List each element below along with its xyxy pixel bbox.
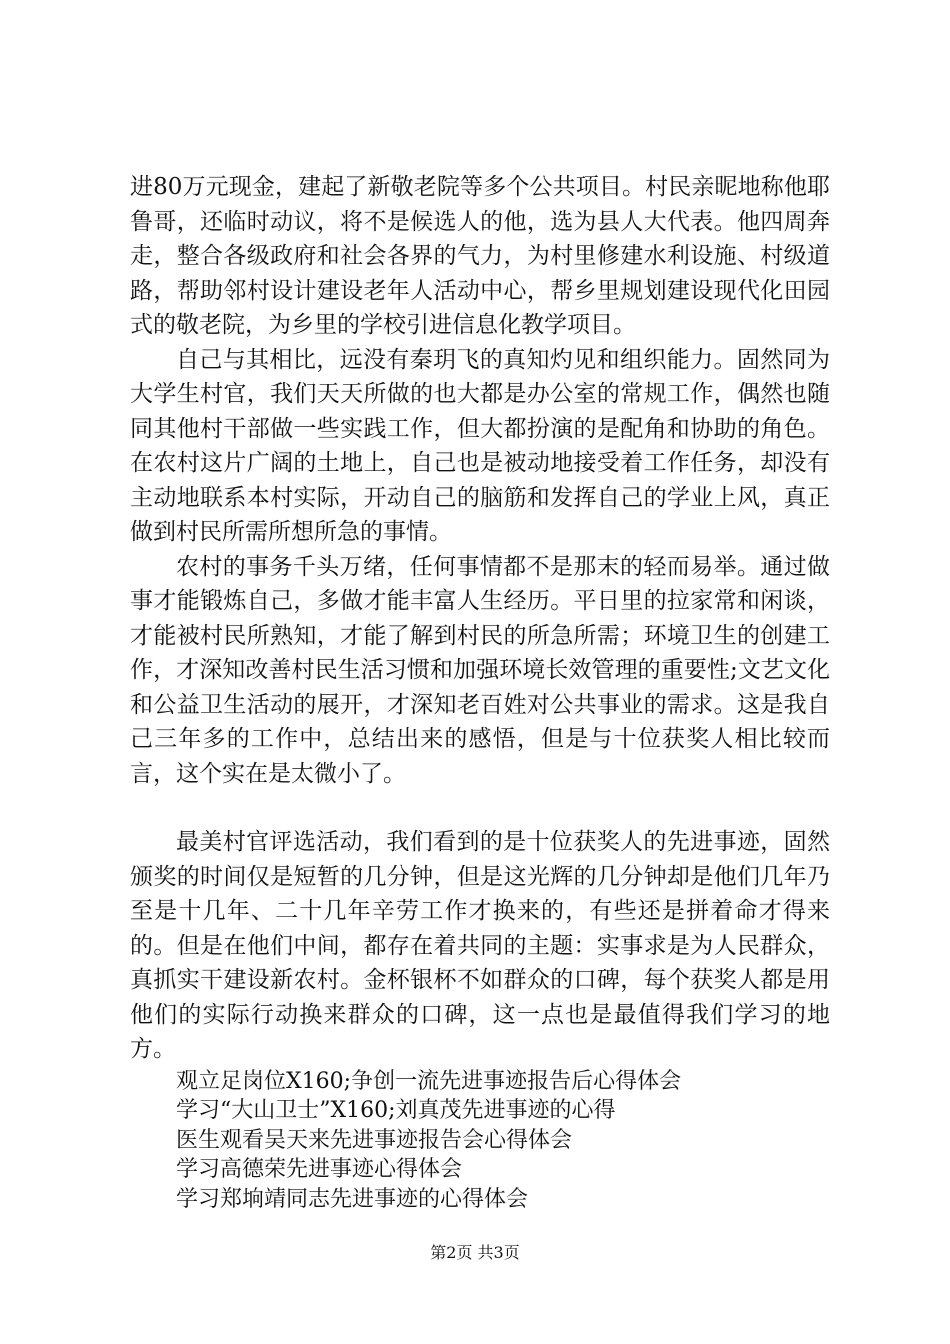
- related-article-link[interactable]: 学习“大山卫士”X160;刘真茂先进事迹的心得: [176, 1098, 616, 1123]
- paragraph-4: 最美村官评选活动，我们看到的是十位获奖人的先进事迹，固然颁奖的时间仅是短暂的几分钟，但是这光辉的几分钟却是他们几年乃至是十几年、二十几年辛劳工作才换来的，有些还是拼着命才得来的。但是在他们中间，都存在着共同的主题：实事求是为人民群众，真抓实干建设新农村。金杯银杯不如群众的口碑，每个获奖人都是用他们的实际行动换来群众的口碑，这一点也是最值得我们学习的地方。: [130, 829, 830, 1062]
- page-number-footer: 第2页 共3页: [430, 1243, 520, 1262]
- related-article-link[interactable]: 观立足岗位X160;争创一流先进事迹报告后心得体会: [176, 1068, 682, 1094]
- related-article-link[interactable]: 学习高德荣先进事迹心得体会: [176, 1157, 463, 1182]
- document-body: [130, 170, 830, 1214]
- paragraph-3: 农村的事务千头万绪，任何事情都不是那末的轻而易举。通过做事才能锻炼自己，多做才能丰富人生经历。平日里的拉家常和闲谈，才能被村民所熟知，才能了解到村民的所急所需；环境卫生的创建工作，才深知改善村民生活习惯和加强环境长效管理的重要性;文艺文化和公益卫生活动的展开，才深知老百姓对公共事业的需求。这是我自己三年多的工作中，总结出来的感悟，但是与十位获奖人相比较而言，这个实在是太微小了。: [130, 553, 830, 787]
- paragraph-spacer: [130, 791, 830, 825]
- related-articles-list: [130, 1067, 830, 1215]
- paragraph-2: 自己与其相比，远没有秦玥飞的真知灼见和组织能力。固然同为大学生村官，我们天天所做的也大都是办公室的常规工作，偶然也随同其他村干部做一些实践工作，但大都扮演的是配角和协助的角色。在农村这片广阔的土地上，自己也是被动地接受着工作任务，却没有主动地联系本村实际，开动自己的脑筋和发挥自己的学业上风，真正做到村民所需所想所急的事情。: [130, 346, 830, 545]
- paragraph-1: 进80万元现金，建起了新敬老院等多个公共项目。村民亲昵地称他耶鲁哥，还临时动议，将不是候选人的他，选为县人大代表。他四周奔走，整合各级政府和社会各界的气力，为村里修建水利设施、村级道路，帮助邻村设计建设老年人活动中心，帮乡里规划建设现代化田园式的敬老院，为乡里的学校引进信息化教学项目。: [130, 174, 830, 338]
- related-article-link[interactable]: 学习郑垧靖同志先进事迹的心得体会: [176, 1186, 529, 1212]
- related-article-link[interactable]: 医生观看吴天来先进事迹报告会心得体会: [176, 1127, 573, 1153]
